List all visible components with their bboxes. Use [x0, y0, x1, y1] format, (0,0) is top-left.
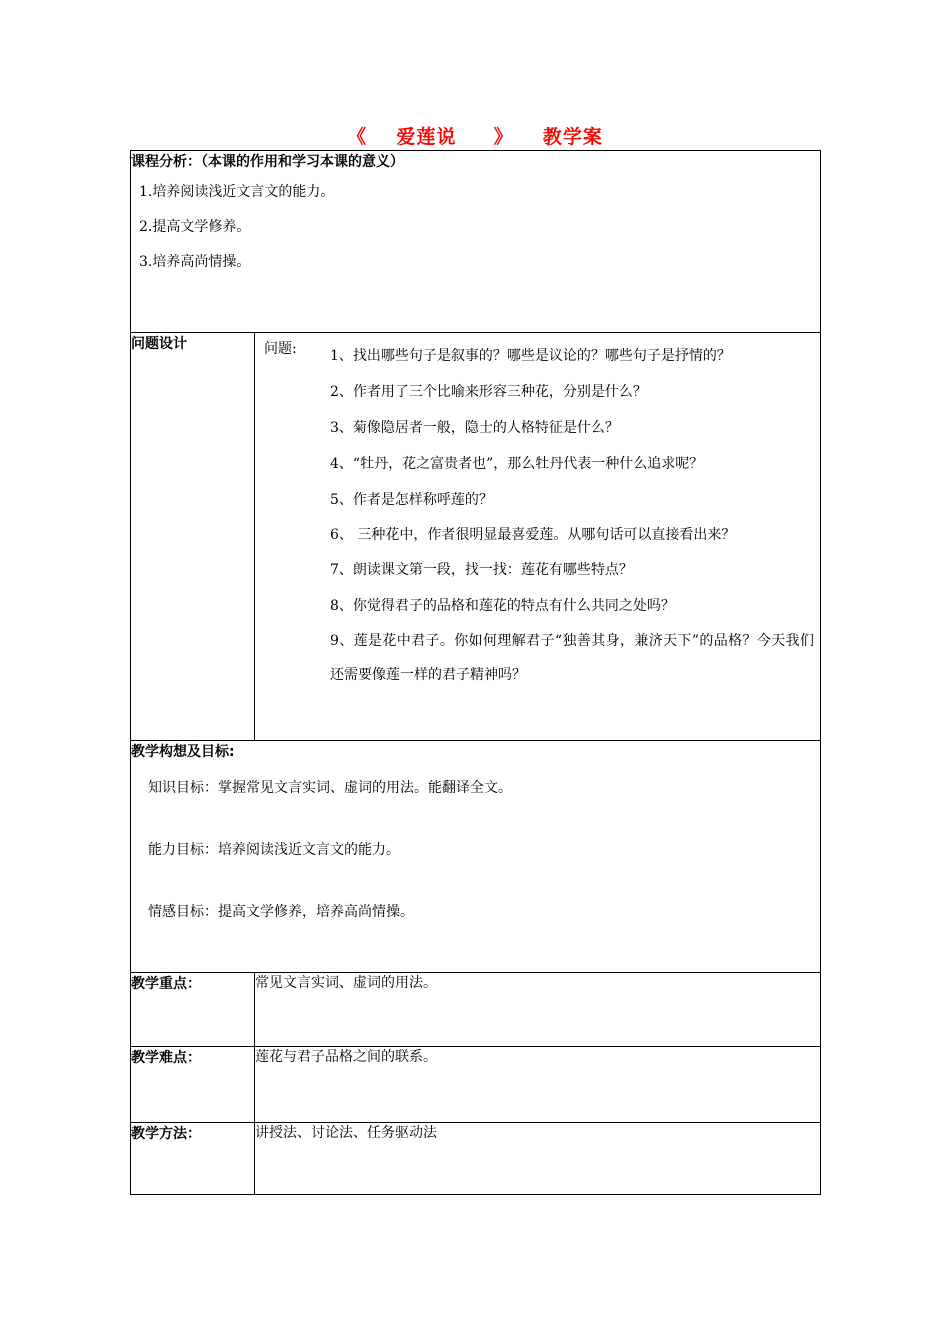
goals-cell: [131, 741, 821, 973]
questions-cell: [255, 333, 821, 741]
question-list: [330, 333, 820, 692]
questions-label-cell: [131, 333, 255, 741]
question-item: 1、找出哪些句子是叙事的？哪些是议论的？哪些句子是抒情的？: [330, 348, 731, 364]
title-lesson-name: 爱莲说: [396, 126, 457, 148]
analysis-cell: [131, 151, 821, 333]
difficulties-label: 教学难点：: [131, 1050, 201, 1066]
title-suffix: 教学案: [542, 126, 603, 148]
document-title: [0, 122, 950, 149]
goals-heading: 教学构想及目标:: [131, 744, 235, 760]
question-item: 8、你觉得君子的品格和莲花的特点有什么共同之处吗？: [330, 598, 675, 614]
key-points-row: [131, 973, 821, 1047]
methods-value: 讲授法、讨论法、任务驱动法: [255, 1123, 821, 1195]
methods-label: 教学方法：: [131, 1126, 201, 1142]
question-item: 3、菊像隐居者一般，隐士的人格特征是什么？: [330, 420, 619, 436]
difficulties-value: 莲花与君子品格之间的联系。: [255, 1047, 821, 1123]
analysis-row: [131, 151, 821, 333]
question-item: 4、“牡丹，花之富贵者也”，那么牡丹代表一种什么追求呢？: [330, 456, 704, 472]
analysis-item: 3.培养高尚情操。: [139, 254, 251, 270]
difficulties-label-cell: [131, 1047, 255, 1123]
question-item: 6、 三种花中，作者很明显最喜爱莲。从哪句话可以直接看出来？: [330, 527, 736, 543]
lesson-plan-table: [130, 150, 821, 1195]
question-item: 9、莲是花中君子。你如何理解君子“独善其身，兼济天下”的品格？今天我们还需要像莲一样的君子精神吗？: [330, 633, 814, 683]
questions-row: [131, 333, 821, 741]
analysis-item: 2.提高文学修养。: [139, 219, 251, 235]
goal-item: 情感目标：提高文学修养，培养高尚情操。: [148, 904, 414, 920]
goals-row: [131, 741, 821, 973]
methods-label-cell: [131, 1123, 255, 1195]
methods-row: [131, 1123, 821, 1195]
title-open-bracket: 《: [347, 126, 368, 148]
key-points-label: 教学重点：: [131, 976, 201, 992]
question-item: 2、作者用了三个比喻来形容三种花，分别是什么？: [330, 384, 647, 400]
questions-prefix: 问题:: [264, 341, 297, 357]
goal-item: 知识目标：掌握常见文言实词、虚词的用法。能翻译全文。: [148, 780, 512, 796]
goal-item: 能力目标：培养阅读浅近文言文的能力。: [148, 842, 400, 858]
questions-label: 问题设计: [131, 336, 187, 352]
difficulties-row: [131, 1047, 821, 1123]
key-points-label-cell: [131, 973, 255, 1047]
question-item: 7、朗读课文第一段，找一找：莲花有哪些特点？: [330, 562, 633, 578]
analysis-heading: 课程分析：（本课的作用和学习本课的意义）: [131, 154, 404, 170]
key-points-value: 常见文言实词、虚词的用法。: [255, 973, 821, 1047]
title-close-bracket: 》: [493, 126, 514, 148]
question-item: 5、作者是怎样称呼莲的？: [330, 492, 493, 508]
analysis-item: 1.培养阅读浅近文言文的能力。: [139, 184, 335, 200]
